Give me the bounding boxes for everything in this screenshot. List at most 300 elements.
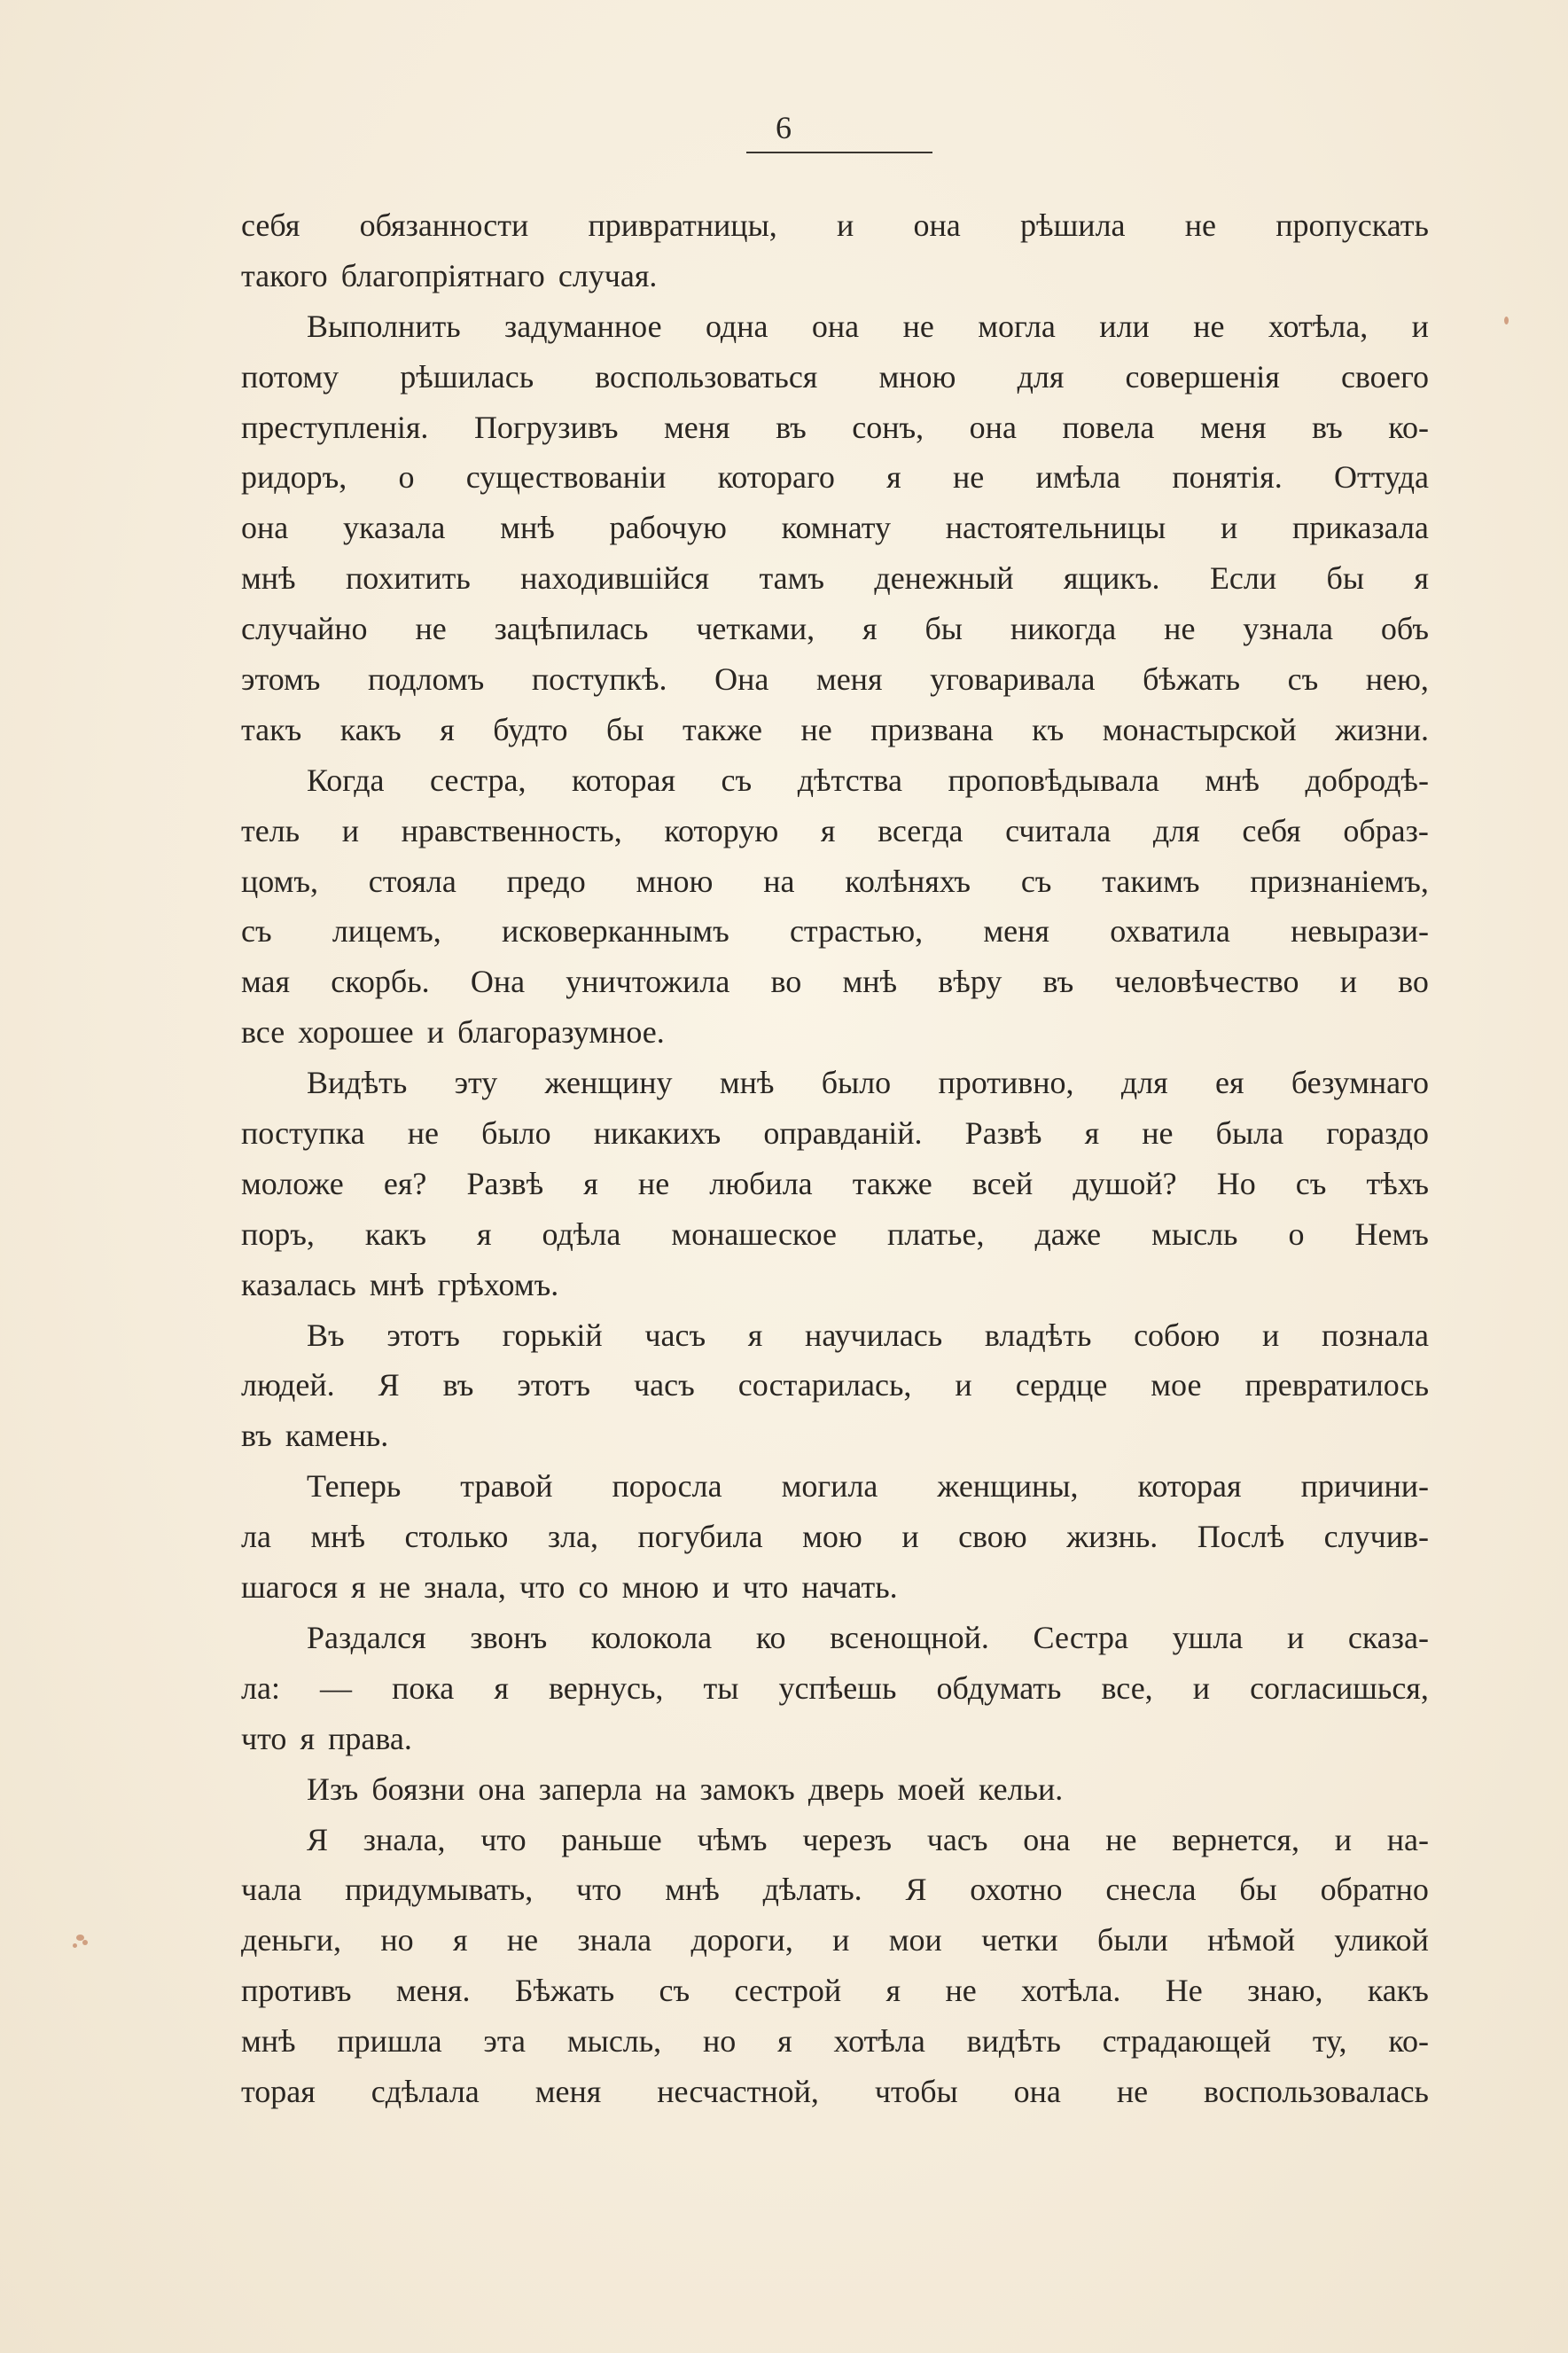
- word: она: [1023, 1821, 1071, 1857]
- word: я: [747, 1317, 763, 1353]
- word: Изъ: [307, 1771, 359, 1807]
- word: не: [407, 1115, 439, 1152]
- text-line: [241, 957, 1429, 1007]
- text-line: [241, 1663, 1429, 1714]
- word: сестрой: [734, 1973, 842, 2009]
- text-line: [241, 705, 1429, 755]
- word: бы: [1326, 560, 1365, 597]
- word: не: [1193, 308, 1225, 344]
- word: состарилась,: [737, 1367, 912, 1403]
- word: мая: [241, 964, 291, 1000]
- word: объ: [1380, 611, 1429, 647]
- word: знала,: [424, 1569, 506, 1606]
- word: со: [578, 1569, 609, 1606]
- word: Послѣ: [1197, 1519, 1285, 1555]
- word: ла: [241, 1519, 271, 1555]
- word: ты: [703, 1669, 739, 1706]
- word: совершенія: [1125, 358, 1280, 395]
- word: эту: [454, 1065, 498, 1101]
- word: я: [862, 611, 878, 647]
- word: столько: [404, 1519, 509, 1555]
- word: женщины,: [937, 1468, 1079, 1505]
- word: какъ: [1367, 1973, 1429, 2009]
- text-line: [241, 1764, 1429, 1815]
- text-line: [241, 806, 1429, 856]
- word: ко-: [1388, 2023, 1429, 2060]
- word: и: [832, 1922, 850, 1958]
- text-line: [241, 1512, 1429, 1562]
- word: раньше: [561, 1821, 662, 1857]
- word: что: [480, 1821, 527, 1857]
- word: несчастной,: [657, 2073, 819, 2109]
- word: уговаривала: [930, 661, 1096, 698]
- word: всенощной.: [830, 1619, 989, 1655]
- word: съ: [1020, 863, 1052, 899]
- word: охватила: [1110, 913, 1230, 950]
- word: понятія.: [1172, 459, 1283, 496]
- text-line: [241, 352, 1429, 403]
- word: я: [777, 2023, 792, 2060]
- word: все: [241, 1014, 285, 1051]
- word: что: [241, 1720, 287, 1756]
- word: подломъ: [368, 661, 485, 698]
- word: замокъ: [699, 1771, 795, 1807]
- word: пропускать: [1275, 207, 1429, 243]
- word: мнѣ: [310, 1519, 366, 1555]
- word: обратно: [1320, 1872, 1429, 1908]
- text-line: [241, 1966, 1429, 2016]
- word: существованіи: [465, 459, 667, 496]
- word: любила: [709, 1165, 813, 1201]
- word: меня: [983, 913, 1049, 950]
- word: такого: [241, 257, 328, 293]
- word: задуманное: [504, 308, 662, 344]
- word: торая: [241, 2073, 316, 2109]
- word: мнѣ: [500, 510, 555, 546]
- word: монастырской: [1102, 711, 1297, 747]
- word: въ: [776, 409, 807, 445]
- word: Раздался: [307, 1619, 426, 1655]
- word: приказала: [1292, 510, 1429, 546]
- word: настоятельницы: [945, 510, 1166, 546]
- word: рѣшилась: [400, 358, 534, 395]
- word: бы: [1239, 1872, 1277, 1908]
- text-line: [241, 403, 1429, 453]
- text-line: [241, 553, 1429, 604]
- word: себя: [241, 207, 300, 243]
- word: для: [1017, 358, 1065, 395]
- word: Видѣть: [307, 1065, 408, 1101]
- word: Бѣжать: [514, 1973, 615, 2009]
- word: о: [1288, 1216, 1305, 1252]
- word: не: [945, 1973, 977, 2009]
- text-line: [241, 1260, 1429, 1310]
- word: ящикъ.: [1063, 560, 1160, 597]
- word: съ: [1295, 1165, 1327, 1201]
- word: рабочую: [609, 510, 727, 546]
- word: я: [820, 812, 836, 848]
- word: ушла: [1172, 1619, 1244, 1655]
- word: я: [1084, 1115, 1100, 1152]
- word: не: [1105, 1821, 1137, 1857]
- text-line: [241, 1562, 1429, 1613]
- word: на: [655, 1771, 687, 1807]
- word: не: [1184, 207, 1217, 243]
- word: никакихъ: [593, 1115, 722, 1152]
- word: такимъ: [1102, 863, 1200, 899]
- text-line: [241, 755, 1429, 806]
- word: не: [506, 1922, 539, 1958]
- word: страдающей: [1102, 2023, 1272, 2060]
- word: мнѣ: [241, 2023, 296, 2060]
- word: человѣчество: [1114, 964, 1299, 1000]
- word: исковерканнымъ: [501, 913, 729, 950]
- ink-blot: [73, 1943, 77, 1948]
- word: съ: [721, 762, 753, 798]
- word: жизни.: [1335, 711, 1429, 747]
- word: добродѣ-: [1305, 762, 1429, 798]
- word: душой?: [1073, 1165, 1177, 1201]
- word: я: [583, 1165, 598, 1201]
- word: Если: [1209, 560, 1277, 597]
- word: которая: [572, 762, 675, 798]
- word: не: [800, 711, 832, 747]
- text-line: [241, 1007, 1429, 1058]
- word: чтобы: [874, 2073, 958, 2109]
- word: проповѣдывала: [948, 762, 1159, 798]
- word: на: [763, 863, 795, 899]
- word: Я: [905, 1872, 927, 1908]
- word: моложе: [241, 1165, 344, 1201]
- word: были: [1097, 1922, 1168, 1958]
- word: сестра,: [430, 762, 527, 798]
- word: Но: [1216, 1165, 1256, 1201]
- word: знала,: [363, 1821, 446, 1857]
- word: поръ,: [241, 1216, 315, 1252]
- word: мнѣ: [1205, 762, 1260, 798]
- word: я: [300, 1720, 316, 1756]
- word: о: [398, 459, 415, 496]
- word: воспользоваться: [595, 358, 818, 395]
- word: могила: [781, 1468, 878, 1505]
- word: я: [885, 1973, 901, 2009]
- word: призвана: [870, 711, 994, 747]
- word: оправданій.: [763, 1115, 923, 1152]
- word: вернусь,: [548, 1669, 664, 1706]
- word: и: [1334, 1821, 1352, 1857]
- word: одна: [705, 308, 768, 344]
- word: Развѣ: [964, 1115, 1042, 1152]
- text-line: [241, 1209, 1429, 1260]
- word: и: [1192, 1669, 1211, 1706]
- word: Теперь: [307, 1468, 402, 1505]
- word: поступка: [241, 1115, 365, 1152]
- word: часъ: [634, 1367, 695, 1403]
- word: меня.: [395, 1973, 471, 2009]
- header-rule: [746, 152, 932, 153]
- text-line: [241, 1864, 1429, 1915]
- word: рѣшила: [1020, 207, 1126, 243]
- word: вернется,: [1172, 1821, 1299, 1857]
- word: признаніемъ,: [1250, 863, 1429, 899]
- word: было: [821, 1065, 892, 1101]
- word: Оттуда: [1333, 459, 1429, 496]
- word: уликой: [1334, 1922, 1429, 1958]
- word: хотѣла.: [1021, 1973, 1121, 2009]
- word: ко: [755, 1619, 786, 1655]
- word: сонъ,: [852, 409, 924, 445]
- word: похитить: [345, 560, 471, 597]
- text-line: [241, 503, 1429, 553]
- word: мною: [636, 863, 714, 899]
- word: всей: [971, 1165, 1034, 1201]
- word: въ: [1312, 409, 1343, 445]
- word: въ: [241, 1418, 272, 1454]
- word: нѣмой: [1207, 1922, 1295, 1958]
- word: она: [811, 308, 860, 344]
- text-line: [241, 1310, 1429, 1361]
- word: нею,: [1365, 661, 1429, 698]
- word: людей.: [241, 1367, 335, 1403]
- word: потому: [241, 358, 339, 395]
- word: Она: [470, 964, 526, 1000]
- word: и: [341, 812, 359, 848]
- word: не: [378, 1569, 411, 1606]
- word: меня: [1199, 409, 1267, 445]
- word: противно,: [938, 1065, 1074, 1101]
- word: я: [440, 711, 455, 747]
- body-text: [241, 200, 1429, 2117]
- word: колокола: [590, 1619, 713, 1655]
- word: мнѣ: [665, 1872, 720, 1908]
- word: и: [1286, 1619, 1305, 1655]
- word: шагося: [241, 1569, 339, 1606]
- word: также: [852, 1165, 932, 1201]
- word: обязанности: [359, 207, 529, 243]
- word: Она: [714, 661, 769, 698]
- word: хотѣла: [833, 2023, 925, 2060]
- word: погубила: [637, 1519, 763, 1555]
- text-line: [241, 1360, 1429, 1411]
- word: Въ: [307, 1317, 345, 1353]
- word: тамъ: [759, 560, 825, 597]
- word: знаю,: [1247, 1973, 1323, 2009]
- word: пришла: [337, 2023, 442, 2060]
- word: зацѣпилась: [494, 611, 649, 647]
- word: Погрузивъ: [473, 409, 619, 445]
- word: охотно: [970, 1872, 1063, 1908]
- word: мною: [878, 358, 956, 395]
- text-line: [241, 1714, 1429, 1764]
- word: какъ: [364, 1216, 426, 1252]
- word: будто: [493, 711, 568, 747]
- text-line: [241, 604, 1429, 654]
- word: она: [913, 207, 961, 243]
- word: и: [1220, 510, 1238, 546]
- word: камень.: [285, 1418, 389, 1454]
- word: четки: [981, 1922, 1058, 1958]
- word: не: [1142, 1115, 1174, 1152]
- word: меня: [815, 661, 883, 698]
- word: и: [955, 1367, 972, 1403]
- word: не: [415, 611, 447, 647]
- word: не: [1164, 611, 1196, 647]
- word: съ: [1287, 661, 1319, 698]
- word: случая.: [558, 257, 658, 293]
- word: она: [969, 409, 1017, 445]
- word: Выполнить: [307, 308, 461, 344]
- word: согласишься,: [1250, 1669, 1429, 1706]
- word: кельи.: [979, 1771, 1064, 1807]
- word: случив-: [1323, 1519, 1429, 1555]
- word: Сестра: [1033, 1619, 1128, 1655]
- word: мнѣ: [241, 560, 296, 597]
- word: Когда: [307, 762, 385, 798]
- word: мою: [802, 1519, 862, 1555]
- word: которая: [1137, 1468, 1242, 1505]
- word: деньги,: [241, 1922, 342, 1958]
- word: и: [1411, 308, 1429, 344]
- text-line: [241, 1815, 1429, 1865]
- word: и: [837, 207, 854, 243]
- word: или: [1099, 308, 1150, 344]
- word: Немъ: [1354, 1216, 1429, 1252]
- word: даже: [1034, 1216, 1102, 1252]
- word: страстью,: [789, 913, 924, 950]
- word: повела: [1062, 409, 1155, 445]
- word: вѣру: [938, 964, 1002, 1000]
- word: я: [351, 1569, 366, 1606]
- word: боязни: [371, 1771, 465, 1807]
- word: что: [519, 1569, 566, 1606]
- word: не: [902, 308, 934, 344]
- word: воспользовалась: [1204, 2073, 1429, 2109]
- word: мои: [888, 1922, 942, 1958]
- word: что: [743, 1569, 789, 1606]
- word: женщину: [544, 1065, 673, 1101]
- paper-speck: [1504, 317, 1509, 324]
- word: превратилось: [1244, 1367, 1429, 1403]
- word: казалась: [241, 1266, 356, 1302]
- word: благоразумное.: [457, 1014, 665, 1051]
- word: ту,: [1312, 2023, 1347, 2060]
- word: и: [901, 1519, 919, 1555]
- word: находившійся: [520, 560, 710, 597]
- word: была: [1215, 1115, 1284, 1152]
- word: всегда: [878, 812, 963, 848]
- word: свою: [958, 1519, 1027, 1555]
- word: пока: [392, 1669, 455, 1706]
- word: цомъ,: [241, 863, 318, 899]
- word: гораздо: [1326, 1115, 1429, 1152]
- word: тѣхъ: [1366, 1165, 1429, 1201]
- word: сердце: [1015, 1367, 1108, 1403]
- word: собою: [1134, 1317, 1221, 1353]
- word: бы: [924, 611, 963, 647]
- word: но: [380, 1922, 414, 1958]
- word: узнала: [1243, 611, 1334, 647]
- word: звонъ: [470, 1619, 548, 1655]
- word: Я: [378, 1367, 400, 1403]
- text-line: [241, 2016, 1429, 2067]
- word: хорошее: [298, 1014, 414, 1051]
- word: могла: [978, 308, 1056, 344]
- text-line: [241, 1613, 1429, 1663]
- word: сказа-: [1347, 1619, 1429, 1655]
- word: во: [1398, 964, 1429, 1000]
- word: тель: [241, 812, 300, 848]
- word: противъ: [241, 1973, 352, 2009]
- word: себя: [1242, 812, 1301, 848]
- word: все,: [1101, 1669, 1153, 1706]
- word: уничтожила: [566, 964, 730, 1000]
- word: часъ: [926, 1821, 988, 1857]
- word: не: [637, 1165, 670, 1201]
- word: мнѣ: [719, 1065, 775, 1101]
- word: четками,: [696, 611, 815, 647]
- word: мнѣ: [842, 964, 898, 1000]
- word: и: [1339, 964, 1357, 1000]
- word: въ: [1042, 964, 1074, 1000]
- word: лицемъ,: [332, 913, 441, 950]
- word: этотъ: [386, 1317, 460, 1353]
- word: сдѣлала: [371, 2073, 480, 2109]
- word: жизнь.: [1066, 1519, 1158, 1555]
- text-line: [241, 1461, 1429, 1512]
- word: чала: [241, 1872, 302, 1908]
- word: я: [494, 1669, 509, 1706]
- word: научилась: [805, 1317, 943, 1353]
- word: на-: [1386, 1821, 1429, 1857]
- text-line: [241, 1915, 1429, 1966]
- text-line: [241, 906, 1429, 957]
- word: снесла: [1105, 1872, 1197, 1908]
- word: знала: [577, 1922, 652, 1958]
- text-line: [241, 452, 1429, 503]
- text-line: [241, 856, 1429, 907]
- word: ко-: [1388, 409, 1429, 445]
- text-line: [241, 1159, 1429, 1209]
- word: обдумать: [936, 1669, 1062, 1706]
- word: имѣла: [1035, 459, 1121, 496]
- word: поступкѣ.: [531, 661, 667, 698]
- word: невырази-: [1291, 913, 1429, 950]
- word: я: [886, 459, 901, 496]
- word: которую: [664, 812, 779, 848]
- word: Я: [307, 1821, 329, 1857]
- word: дороги,: [690, 1922, 793, 1958]
- word: ея: [1214, 1065, 1244, 1101]
- word: колѣняхъ: [845, 863, 971, 899]
- word: комнату: [781, 510, 891, 546]
- word: заперла: [538, 1771, 643, 1807]
- word: моей: [897, 1771, 965, 1807]
- word: чѣмъ: [697, 1821, 768, 1857]
- word: поросла: [612, 1468, 722, 1505]
- word: дѣлать.: [762, 1872, 862, 1908]
- word: бы: [606, 711, 644, 747]
- word: такъ: [241, 711, 302, 747]
- word: скорбь.: [331, 964, 430, 1000]
- word: она: [478, 1771, 526, 1807]
- word: ея?: [383, 1165, 427, 1201]
- word: владѣть: [984, 1317, 1092, 1353]
- word: мысль: [1151, 1216, 1238, 1252]
- word: Развѣ: [466, 1165, 544, 1201]
- word: грѣхомъ.: [437, 1266, 559, 1302]
- word: также: [682, 711, 763, 747]
- word: образ-: [1343, 812, 1429, 848]
